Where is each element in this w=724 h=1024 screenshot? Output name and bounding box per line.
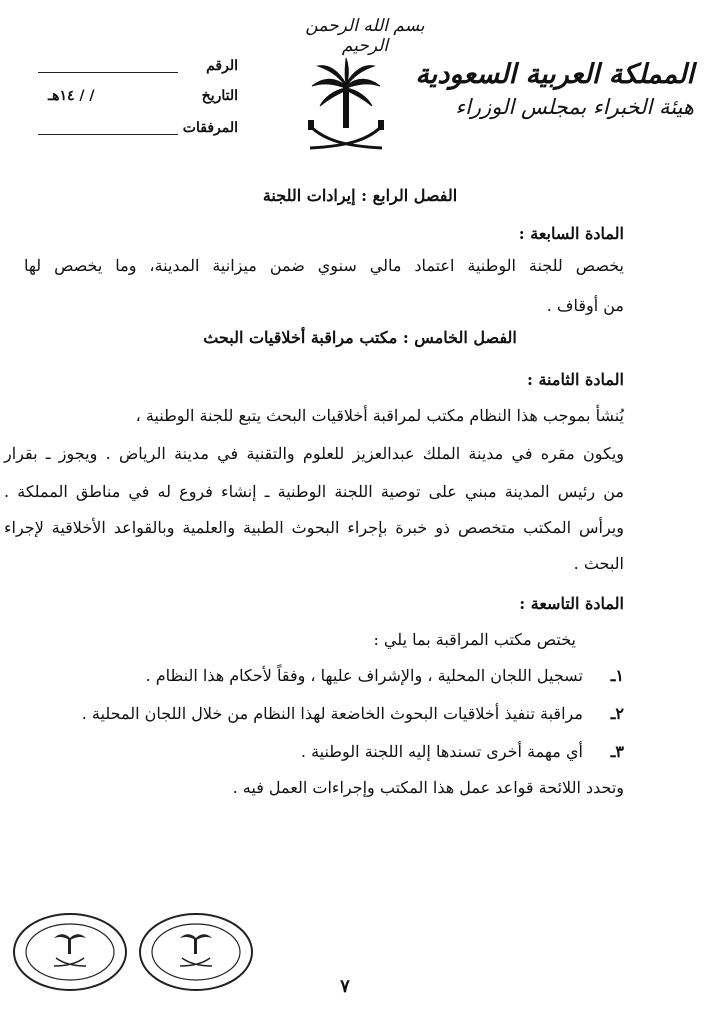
ref-line <box>38 72 178 73</box>
article-7-line-1: يخصص للجنة الوطنية اعتماد مالي سنوي ضمن ميزانية المدينة، وما يخصص لها <box>24 256 624 275</box>
list-item-number: ٣ـ <box>610 742 624 761</box>
ref-field <box>38 58 238 80</box>
date-field <box>38 88 238 110</box>
chapter-5-title: الفصل الخامس : مكتب مراقبة أخلاقيات البحث <box>203 328 517 347</box>
attachments-field <box>38 120 238 142</box>
list-item-number: ١ـ <box>610 666 624 685</box>
org-line-2: هيئة الخبراء بمجلس الوزراء <box>455 95 694 119</box>
list-item-text: تسجيل اللجان المحلية ، والإشراف عليها ، وفقاً لأحكام هذا النظام . <box>145 666 583 685</box>
chapter-4-title: الفصل الرابع : إيرادات اللجنة <box>262 186 458 205</box>
article-8-line-4: ويرأس المكتب متخصص ذو خبرة بإجراء البحوث الطبية والعلمية وبالقواعد الأخلاقية لإجراء <box>4 518 624 537</box>
article-8-line-1: يُنشأ بموجب هذا النظام مكتب لمراقبة أخلاقيات البحث يتبع للجنة الوطنية ، <box>135 406 624 425</box>
article-8-line-3: من رئيس المدينة مبني على توصية اللجنة الوطنية ـ إنشاء فروع له في مناطق المملكة . <box>4 482 624 501</box>
date-value: / / ١٤هـ <box>48 88 95 104</box>
attachments-label: المرفقات <box>182 120 238 136</box>
closing-sentence: وتحدد اللائحة قواعد عمل هذا المكتب وإجراءات العمل فيه . <box>232 778 624 797</box>
seal-right-stamp-icon <box>136 910 256 994</box>
seal-left-stamp-icon <box>10 910 130 994</box>
article-9-title: المادة التاسعة : <box>519 594 624 613</box>
ref-label: الرقم <box>206 58 238 74</box>
list-item-number: ٢ـ <box>610 704 624 723</box>
article-8-line-5: البحث . <box>573 554 624 573</box>
list-item-text: مراقبة تنفيذ أخلاقيات البحوث الخاضعة لهذا النظام من خلال اللجان المحلية . <box>81 704 583 723</box>
basmala: بسم الله الرحمن الرحيم <box>305 16 425 56</box>
list-item <box>82 704 624 723</box>
list-item-text: أي مهمة أخرى تسندها إليه اللجنة الوطنية . <box>300 742 583 761</box>
list-item <box>146 666 624 685</box>
article-7-line-2: من أوقاف . <box>546 296 624 315</box>
palm-swords-emblem-icon <box>304 56 388 156</box>
article-7-title: المادة السابعة : <box>518 224 624 243</box>
organization-name <box>414 58 694 122</box>
article-8-line-2: ويكون مقره في مدينة الملك عبدالعزيز للعلوم والتقنية في مدينة الرياض . ويجوز ـ بقرار <box>4 444 624 463</box>
org-line-1: المملكة العربية السعودية <box>415 59 694 90</box>
attachments-line <box>38 134 178 135</box>
article-8-title: المادة الثامنة : <box>527 370 624 389</box>
page-number: ٧ <box>340 976 350 997</box>
article-9-intro: يختص مكتب المراقبة بما يلي : <box>373 630 576 649</box>
list-item <box>301 742 624 761</box>
date-label: التاريخ <box>201 88 238 104</box>
